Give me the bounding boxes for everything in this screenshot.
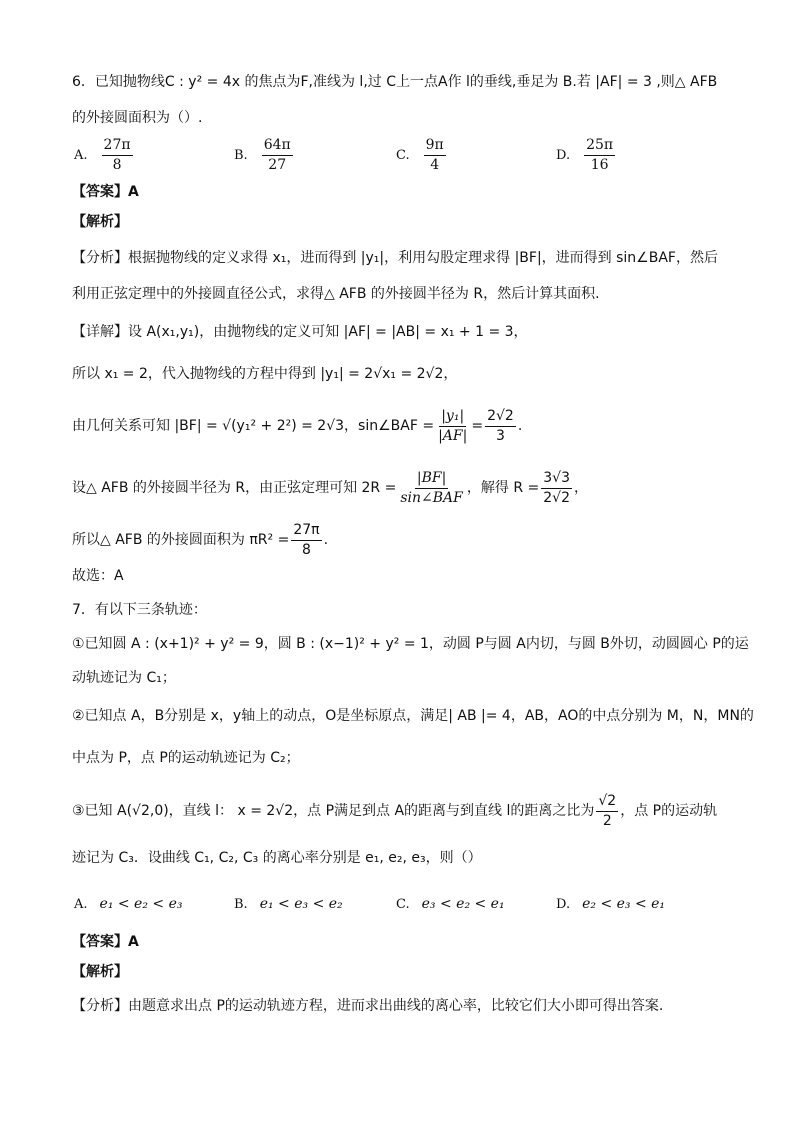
q6-fenxi-line1: 【分析】根据抛物线的定义求得 x₁，进而得到 |y₁|，利用勾股定理求得 |BF|，进而得到 sin∠BAF，然后 [72, 250, 718, 266]
option-fraction [102, 136, 133, 175]
denominator: sin∠BAF [400, 489, 463, 506]
option-expression: e₁ < e₃ < e₂ [259, 896, 343, 912]
q7-c1-line2: 动轨迹记为 C₁； [72, 670, 176, 686]
option-expression: e₃ < e₂ < e₁ [421, 896, 505, 912]
numerator: |BF| [415, 469, 448, 489]
option-fraction [584, 136, 615, 175]
numerator: 9π [424, 136, 446, 156]
denominator: 2√2 [543, 489, 570, 506]
c3-text: ③已知 A(√2,0)，直线 l： x = 2√2，点 P满足到点 A的距离与到直线 l的距离之比为 [72, 803, 595, 819]
step2-fraction [436, 407, 469, 446]
step4-fraction [291, 521, 321, 560]
numerator: 27π [291, 521, 321, 541]
option-expression: e₂ < e₃ < e₁ [582, 896, 666, 912]
option-label: A. [74, 148, 88, 163]
step3-fraction [398, 469, 465, 508]
q7-intro: 7．有以下三条轨迹： [72, 602, 207, 618]
numerator: 2√2 [485, 407, 516, 427]
q6-stem-line2: 的外接圆面积为（）. [72, 110, 203, 126]
denominator: 8 [301, 541, 311, 558]
q6-answer: 【答案】A [72, 184, 139, 200]
q7-c2-line2: 中点为 P，点 P的运动轨迹记为 C₂； [72, 750, 300, 766]
step3-fraction-2 [541, 469, 572, 508]
option-label: D. [556, 148, 571, 163]
denominator: 16 [590, 157, 609, 173]
numerator: 27π [102, 136, 133, 156]
q6-stem-line1: 6．已知抛物线C : y² = 4x 的焦点为F,准线为 l,过 C上一点A作 l的垂线,垂足为 B.若 |AF| = 3 ,则△ AFB [72, 74, 718, 90]
option-label: B. [234, 896, 248, 912]
q6-option-c [396, 136, 448, 175]
q7-c3-line2: 迹记为 C₃．设曲线 C₁, C₂, C₃ 的离心率分别是 e₁, e₂, e₃，则（） [72, 850, 482, 866]
denominator: 8 [112, 157, 122, 173]
step3-text: 设△ AFB 的外接圆半径为 R，由正弦定理可知 2R = [72, 480, 397, 496]
q6-analysis-heading: 【解析】 [72, 214, 128, 230]
denominator: 3 [495, 427, 505, 444]
denominator: 4 [430, 157, 440, 173]
q7-option-c [396, 896, 505, 912]
step3-mid-text: ，解得 R = [466, 480, 540, 496]
q7-analysis-heading: 【解析】 [72, 964, 128, 980]
q6-xiangjie: 【详解】设 A(x₁,y₁)，由抛物线的定义可知 |AF| = |AB| = x₁ + 1 = 3， [72, 324, 528, 340]
denominator: |AF| [438, 427, 468, 444]
denominator: 27 [268, 157, 287, 173]
q6-fenxi-line2: 利用正弦定理中的外接圆直径公式，求得△ AFB 的外接圆半径为 R，然后计算其面积. [72, 286, 600, 302]
step2-text: 由几何关系可知 |BF| = √(y₁² + 2²) = 2√3，sin∠BAF = [72, 418, 435, 434]
option-label: C. [396, 896, 410, 912]
option-label: A. [74, 896, 88, 912]
q6-option-d [556, 136, 617, 175]
q7-option-d [556, 896, 665, 912]
numerator: √2 [596, 792, 618, 812]
equals-sign: = [471, 418, 484, 434]
option-label: B. [234, 148, 248, 163]
option-label: D. [556, 896, 571, 912]
q6-choose: 故选：A [72, 568, 124, 584]
numerator: 64π [262, 136, 293, 156]
option-fraction [424, 136, 446, 175]
q7-c2-line1: ②已知点 A，B分别是 x，y轴上的动点，O是坐标原点，满足| AB |= 4，AB，AO的中点分别为 M，N，MN的 [72, 708, 754, 724]
option-expression: e₁ < e₂ < e₃ [99, 896, 183, 912]
q7-c1-line1: ①已知圆 A : (x+1)² + y² = 9，圆 B : (x−1)² + y² = 1，动圆 P与圆 A内切，与圆 B外切，动圆圆心 P的运 [72, 636, 749, 652]
c3-fraction [596, 792, 618, 831]
q6-option-b [234, 136, 295, 175]
numerator: |y₁| [439, 407, 466, 427]
numerator: 25π [584, 136, 615, 156]
q6-step1: 所以 x₁ = 2，代入抛物线的方程中得到 |y₁| = 2√x₁ = 2√2， [72, 366, 458, 382]
q7-c3-line1 [72, 788, 728, 834]
q6-option-a [74, 136, 135, 175]
option-fraction [262, 136, 293, 175]
option-label: C. [396, 148, 410, 163]
numerator: 3√3 [541, 469, 572, 489]
q7-option-a [74, 896, 183, 912]
q6-step3: 设△ AFB 的外接圆半径为 R，由正弦定理可知 2R = $\frac{|BF|}{\text{sin∠BAF}}$ ，解得 R = $\frac{3√3}{2√2}$ ， [72, 469, 588, 506]
step2-fraction-2 [485, 407, 516, 446]
q6-step2: 由几何关系可知 |BF| = √(y₁² + 2²) = 2√3，sin∠BAF = $\frac{\text{|y₁|}}{|AF|}$ = $\frac{2√2}{3}$ . [72, 407, 523, 444]
denominator: 2 [602, 812, 612, 829]
q6-step4: 所以△ AFB 的外接圆面积为 πR² = $\frac{27\pi}{8}$ . [72, 521, 329, 558]
q7-option-b [234, 896, 343, 912]
q7-fenxi: 【分析】由题意求出点 P的运动轨迹方程，进而求出曲线的离心率，比较它们大小即可得出答案. [72, 998, 664, 1014]
step4-text: 所以△ AFB 的外接圆面积为 πR² = [72, 532, 290, 548]
c3-suffix-text: ，点 P的运动轨 [620, 803, 718, 819]
q7-answer: 【答案】A [72, 934, 139, 950]
